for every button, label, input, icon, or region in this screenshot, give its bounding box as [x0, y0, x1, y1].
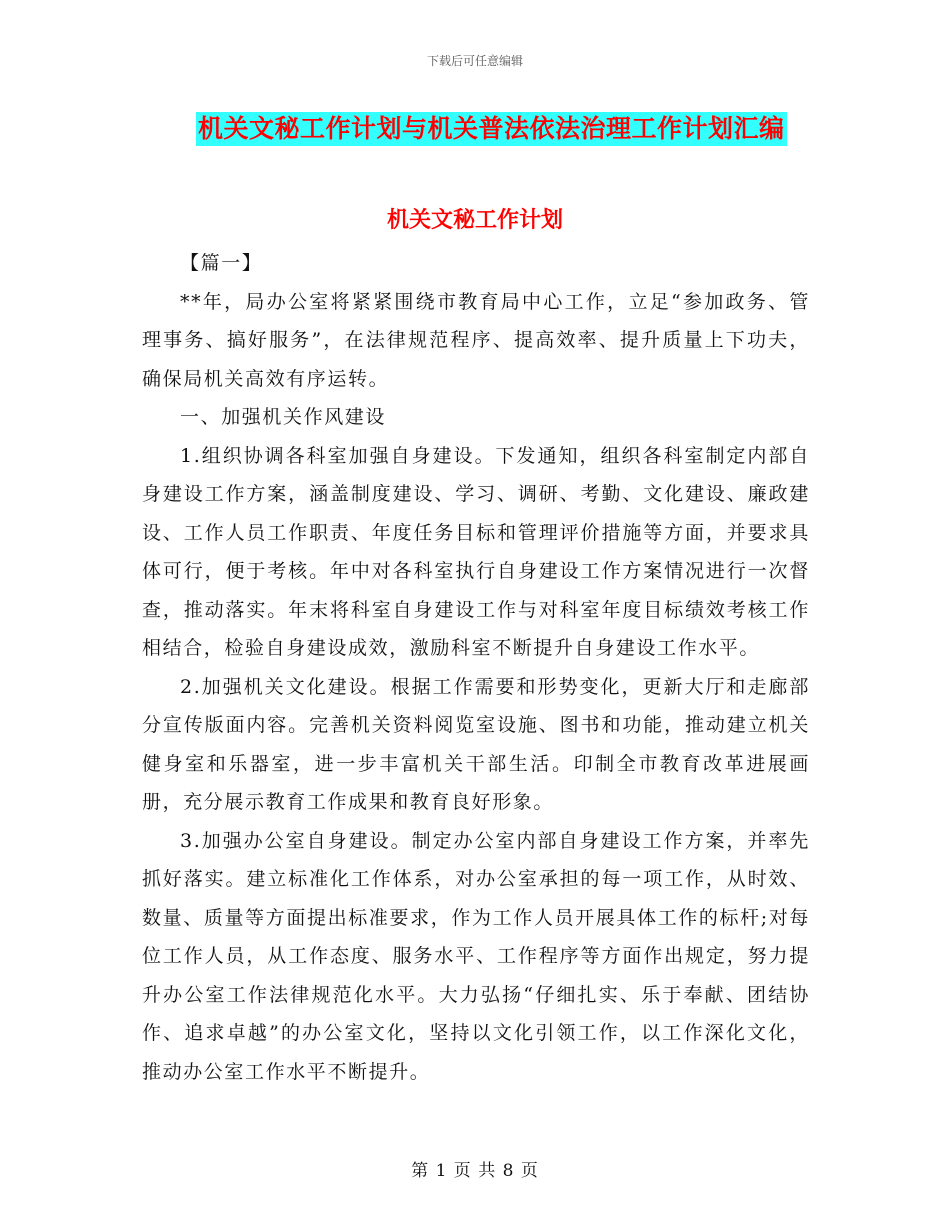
document-main-title: 机关文秘工作计划与机关普法依法治理工作计划汇编 — [196, 112, 787, 146]
body-paragraph: 1.组织协调各科室加强自身建设。下发通知，组织各科室制定内部自身建设工作方案，涵盖制度建设、学习、调研、考勤、文化建设、廉政建设、工作人员工作职责、年度任务目标和管理评价措施等方面，并要求具体可行，便于考核。年中对各科室执行自身建设工作方案情况进行一次督查，推动落实。年末将科室自身建设工作与对科室年度目标绩效考核工作相结合，检验自身建设成效，激励科室不断提升自身建设工作水平。 — [142, 444, 810, 659]
body-paragraph: 3.加强办公室自身建设。制定办公室内部自身建设工作方案，并率先抓好落实。建立标准化工作体系，对办公室承担的每一项工作，从时效、数量、质量等方面提出标准要求，作为工作人员开展具体工作的标杆;对每位工作人员，从工作态度、服务水平、工作程序等方面作出规定，努力提升办公室工作法律规范化水平。大力弘扬“仔细扎实、乐于奉献、团结协作、追求卓越”的办公室文化，坚持以文化引领工作，以工作深化文化，推动办公室工作水平不断提升。 — [142, 829, 810, 1083]
header-note: 下载后可任意编辑 — [426, 54, 523, 68]
page-number: 第 1 页 共 8 页 — [411, 1161, 539, 1181]
document-sub-title: 机关文秘工作计划 — [386, 207, 563, 233]
body-paragraph: 2.加强机关文化建设。根据工作需要和形势变化，更新大厅和走廊部分宣传版面内容。完善机关资料阅览室设施、图书和功能，推动建立机关健身室和乐器室，进一步丰富机关干部生活。印制全市教育改革进展画册，充分展示教育工作成果和教育良好形象。 — [142, 675, 810, 813]
section-marker: 【篇一】 — [180, 252, 263, 274]
intro-paragraph: **年，局办公室将紧紧围绕市教育局中心工作，立足“参加政务、管理事务、搞好服务”，在法律规范程序、提高效率、提升质量上下功夫，确保局机关高效有序运转。 — [142, 290, 810, 390]
section-heading: 一、加强机关作风建设 — [180, 406, 387, 428]
document-body — [142, 244, 810, 1091]
